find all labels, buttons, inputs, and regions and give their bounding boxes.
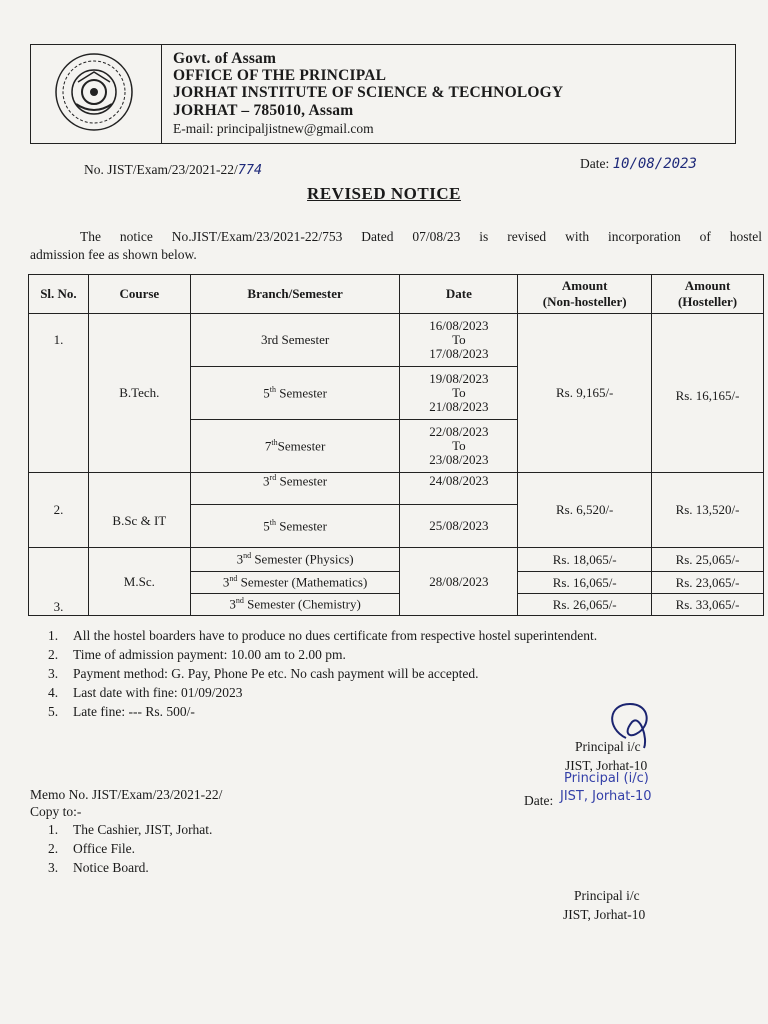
header-email: E-mail: principaljistnew@gmail.com xyxy=(173,121,374,136)
header-address: JORHAT – 785010, Assam xyxy=(173,102,354,119)
date-cell: 19/08/2023 To 21/08/2023 xyxy=(400,367,518,420)
amount-hos-cell: Rs. 23,065/- xyxy=(652,572,764,594)
amount-non-cell: Rs. 6,520/- xyxy=(518,473,652,548)
course-cell: B.Sc & IT xyxy=(88,473,190,548)
date-cell: 24/08/2023 xyxy=(400,473,518,505)
date-cell: 16/08/2023 To 17/08/2023 xyxy=(400,314,518,367)
amount-non-cell: Rs. 16,065/- xyxy=(518,572,652,594)
amount-non-cell: Rs. 18,065/- xyxy=(518,548,652,572)
notes-list xyxy=(48,626,597,721)
copy-to-label: Copy to:- xyxy=(30,804,82,819)
intro-line-2: admission fee as shown below. xyxy=(30,247,197,262)
list-item: 1. The Cashier, JIST, Jorhat. xyxy=(48,822,213,837)
amount-non-cell: Rs. 9,165/- xyxy=(518,314,652,473)
table-header-row xyxy=(29,275,764,314)
handwritten-number: 774 xyxy=(237,162,263,178)
amount-hos-cell: Rs. 25,065/- xyxy=(652,548,764,572)
date-cell: 22/08/2023 To 23/08/2023 xyxy=(400,420,518,473)
date-cell: 28/08/2023 xyxy=(400,548,518,616)
header-govt: Govt. of Assam xyxy=(173,50,277,67)
course-cell: B.Tech. xyxy=(88,314,190,473)
memo-number: Memo No. JIST/Exam/23/2021-22/ xyxy=(30,787,223,802)
intro-line-1: The notice No.JIST/Exam/23/2021-22/753 Dated 07/08/23 is revised with incorporation of hostel xyxy=(80,229,762,244)
semester-cell: 3rd Semester xyxy=(190,473,400,505)
header-branch: Branch/Semester xyxy=(190,275,400,314)
list-item: 2. Time of admission payment: 10.00 am to 2.00 pm. xyxy=(48,647,346,662)
signature-place: JIST, Jorhat-10 xyxy=(565,758,648,773)
semester-cell: 3nd Semester (Chemistry) xyxy=(190,594,400,616)
amount-non-cell: Rs. 26,065/- xyxy=(518,594,652,616)
course-cell: M.Sc. xyxy=(88,548,190,616)
reference-number: No. JIST/Exam/23/2021-22/774 xyxy=(84,162,263,178)
handwritten-date: 10/08/2023 xyxy=(612,156,697,172)
list-item: 3. Notice Board. xyxy=(48,860,149,875)
header-sl: Sl. No. xyxy=(29,275,89,314)
semester-cell: 5th Semester xyxy=(190,505,400,548)
amount-hos-cell: Rs. 13,520/- xyxy=(652,473,764,548)
memo-date-label: Date: xyxy=(524,793,554,808)
amount-hos-cell: Rs. 16,165/- xyxy=(652,314,764,473)
header-amount-hosteller: Amount (Hosteller) xyxy=(652,275,764,314)
list-item: 3. Payment method: G. Pay, Phone Pe etc. No cash payment will be accepted. xyxy=(48,666,479,681)
date-cell: 25/08/2023 xyxy=(400,505,518,548)
signature2-place: JIST, Jorhat-10 xyxy=(563,907,646,922)
amount-hos-cell: Rs. 33,065/- xyxy=(652,594,764,616)
reference-date: Date: 10/08/2023 xyxy=(580,156,697,172)
header-course: Course xyxy=(88,275,190,314)
header-institute: JORHAT INSTITUTE OF SCIENCE & TECHNOLOGY xyxy=(173,84,564,101)
semester-cell: 3nd Semester (Physics) xyxy=(190,548,400,572)
stamp-place: JIST, Jorhat-10 xyxy=(560,789,652,804)
semester-cell: 7thSemester xyxy=(190,420,400,473)
table-row xyxy=(29,548,764,572)
list-item: 4. Last date with fine: 01/09/2023 xyxy=(48,685,243,700)
table-row xyxy=(29,314,764,367)
signature2-title: Principal i/c xyxy=(574,888,640,903)
institute-logo xyxy=(30,44,162,144)
list-item: 1. All the hostel boarders have to produce no dues certificate from respective hostel superintendent. xyxy=(48,628,598,643)
notice-title: REVISED NOTICE xyxy=(307,184,461,203)
fee-table xyxy=(28,274,764,616)
signature-title: Principal i/c xyxy=(575,739,641,754)
table-row xyxy=(29,473,764,505)
header-office: OFFICE OF THE PRINCIPAL xyxy=(173,67,387,84)
stamp-title: Principal (i/c) xyxy=(564,771,649,786)
sl-cell: 3. xyxy=(29,548,89,616)
copy-list xyxy=(48,820,212,877)
sl-cell: 2. xyxy=(29,473,89,548)
semester-cell: 3rd Semester xyxy=(190,314,400,367)
list-item: 5. Late fine: --- Rs. 500/- xyxy=(48,704,195,719)
header-date: Date xyxy=(400,275,518,314)
header-amount-non-hosteller: Amount (Non-hosteller) xyxy=(518,275,652,314)
sl-cell: 1. xyxy=(29,314,89,473)
semester-cell: 5th Semester xyxy=(190,367,400,420)
list-item: 2. Office File. xyxy=(48,841,135,856)
semester-cell: 3nd Semester (Mathematics) xyxy=(190,572,400,594)
